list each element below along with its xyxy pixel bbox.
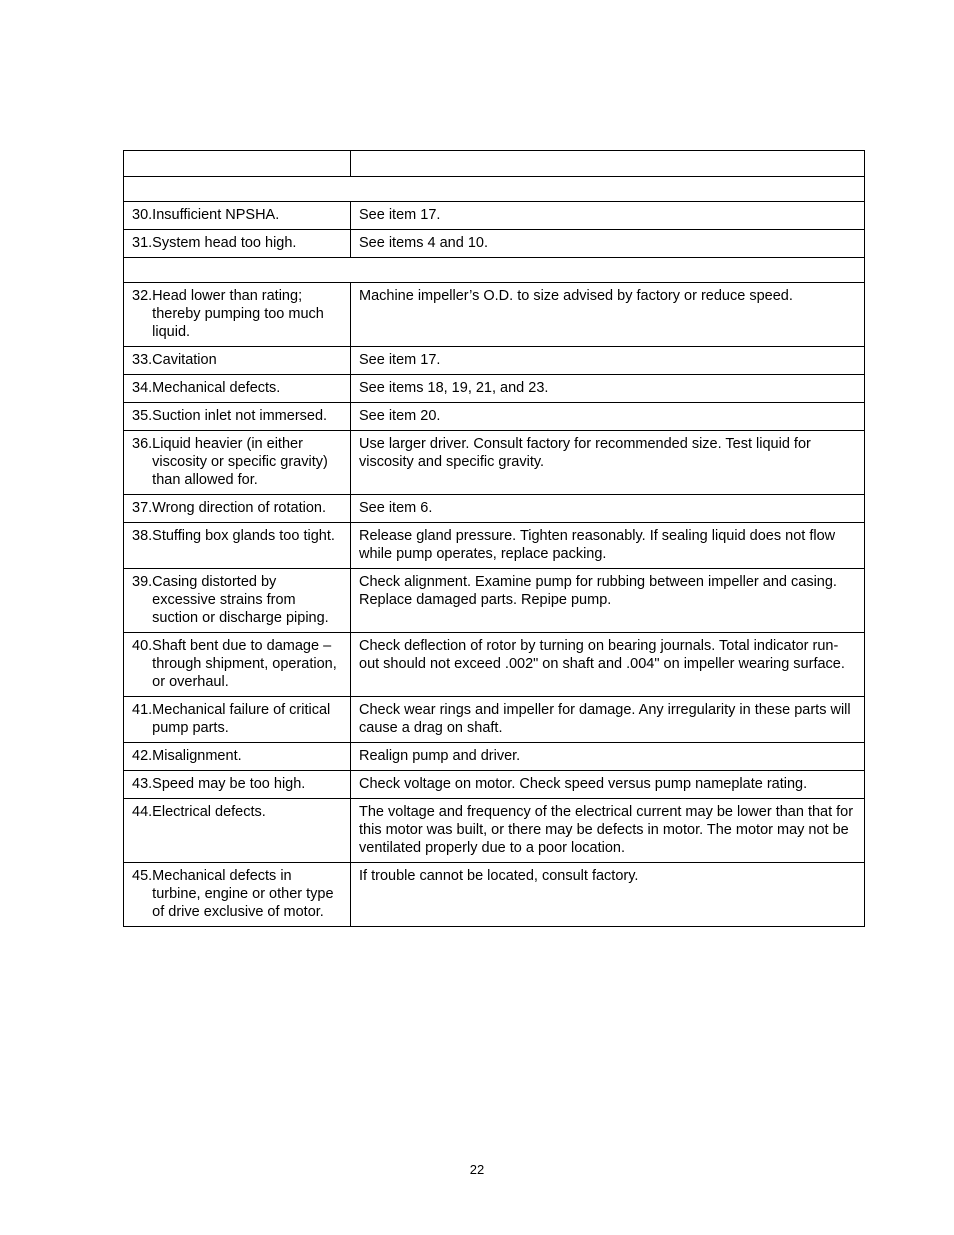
remedy-cell: See item 17. — [351, 347, 865, 375]
cause-number: 38. — [132, 528, 153, 544]
table-row — [124, 202, 865, 230]
remedy-cell: Check wear rings and impeller for damage. Any irregularity in these parts will cause a drag on shaft. — [351, 697, 865, 743]
cause-cell — [124, 771, 351, 799]
cause-cell — [124, 283, 351, 347]
cause-text: Casing distorted by excessive strains from suction or discharge piping. — [152, 574, 329, 626]
cause-cell — [124, 495, 351, 523]
cause-item — [132, 527, 342, 545]
remedy-cell: Release gland pressure. Tighten reasonably. If sealing liquid does not flow while pump operates, replace packing. — [351, 523, 865, 569]
cause-cell — [124, 375, 351, 403]
cause-text: Stuffing box glands too tight. — [152, 528, 335, 544]
cause-text: Head lower than rating; thereby pumping too much liquid. — [152, 288, 324, 340]
cause-number: 39. — [132, 574, 153, 590]
cause-text: Mechanical defects. — [152, 380, 281, 396]
cause-item — [132, 206, 342, 224]
table-row — [124, 495, 865, 523]
cause-cell — [124, 202, 351, 230]
section-row — [124, 177, 865, 202]
cause-number: 35. — [132, 408, 153, 424]
cause-number: 32. — [132, 288, 153, 304]
cause-number: 45. — [132, 868, 153, 884]
cause-item — [132, 499, 342, 517]
cause-cell — [124, 569, 351, 633]
cause-item — [132, 637, 342, 691]
cause-text: Suction inlet not immersed. — [152, 408, 328, 424]
cause-item — [132, 747, 342, 765]
cause-text: Cavitation — [152, 352, 217, 368]
cause-cell — [124, 523, 351, 569]
cause-number: 44. — [132, 804, 153, 820]
cause-item — [132, 867, 342, 921]
remedy-cell: Check deflection of rotor by turning on bearing journals. Total indicator run-out should not exceed .002" on shaft and .004" on impeller wearing surface. — [351, 633, 865, 697]
table-row — [124, 431, 865, 495]
cause-number: 37. — [132, 500, 153, 516]
table-row — [124, 863, 865, 927]
cause-text: Mechanical failure of critical pump parts. — [152, 702, 331, 736]
cause-text: Wrong direction of rotation. — [152, 500, 326, 516]
remedy-cell: See items 4 and 10. — [351, 230, 865, 258]
remedy-cell: Check voltage on motor. Check speed versus pump nameplate rating. — [351, 771, 865, 799]
cause-text: System head too high. — [152, 235, 297, 251]
table-row — [124, 403, 865, 431]
cause-text: Liquid heavier (in either viscosity or specific gravity) than allowed for. — [152, 436, 328, 488]
cause-item — [132, 407, 342, 425]
troubleshooting-table — [123, 150, 865, 927]
table-row — [124, 523, 865, 569]
cause-text: Misalignment. — [152, 748, 242, 764]
remedy-cell: See item 6. — [351, 495, 865, 523]
cause-item — [132, 775, 342, 793]
cause-number: 43. — [132, 776, 153, 792]
table-row — [124, 743, 865, 771]
cause-text: Electrical defects. — [152, 804, 266, 820]
remedy-cell: Machine impeller’s O.D. to size advised by factory or reduce speed. — [351, 283, 865, 347]
cause-text: Mechanical defects in turbine, engine or other type of drive exclusive of motor. — [152, 868, 334, 920]
cause-text: Insufficient NPSHA. — [152, 207, 280, 223]
cause-cell — [124, 403, 351, 431]
cause-cell — [124, 347, 351, 375]
remedy-cell: See item 20. — [351, 403, 865, 431]
table-row — [124, 633, 865, 697]
cause-item — [132, 701, 342, 737]
header-cause-cell — [124, 151, 351, 177]
remedy-cell: See item 17. — [351, 202, 865, 230]
cause-cell — [124, 743, 351, 771]
remedy-cell: See items 18, 19, 21, and 23. — [351, 375, 865, 403]
cause-number: 40. — [132, 638, 153, 654]
cause-cell — [124, 633, 351, 697]
section-cell — [124, 177, 865, 202]
cause-text: Speed may be too high. — [152, 776, 306, 792]
remedy-cell: Use larger driver. Consult factory for recommended size. Test liquid for viscosity and specific gravity. — [351, 431, 865, 495]
table-body — [124, 151, 865, 927]
cause-number: 42. — [132, 748, 153, 764]
cause-cell — [124, 799, 351, 863]
remedy-cell: Check alignment. Examine pump for rubbing between impeller and casing. Replace damaged parts. Repipe pump. — [351, 569, 865, 633]
table-row — [124, 230, 865, 258]
table-row — [124, 697, 865, 743]
table-row — [124, 771, 865, 799]
cause-item — [132, 234, 342, 252]
table-row — [124, 799, 865, 863]
section-row — [124, 258, 865, 283]
cause-cell — [124, 230, 351, 258]
cause-item — [132, 573, 342, 627]
table-row — [124, 283, 865, 347]
cause-number: 31. — [132, 235, 153, 251]
table-row — [124, 375, 865, 403]
cause-item — [132, 287, 342, 341]
cause-number: 36. — [132, 436, 153, 452]
section-cell — [124, 258, 865, 283]
cause-number: 33. — [132, 352, 153, 368]
cause-item — [132, 379, 342, 397]
cause-item — [132, 435, 342, 489]
table-row — [124, 347, 865, 375]
remedy-cell: If trouble cannot be located, consult factory. — [351, 863, 865, 927]
cause-cell — [124, 697, 351, 743]
table-row — [124, 569, 865, 633]
cause-cell — [124, 431, 351, 495]
cause-text: Shaft bent due to damage – through shipment, operation, or overhaul. — [152, 638, 337, 690]
cause-number: 41. — [132, 702, 153, 718]
page-number: 22 — [469, 1162, 485, 1177]
remedy-cell: Realign pump and driver. — [351, 743, 865, 771]
table-header-row — [124, 151, 865, 177]
cause-item — [132, 803, 342, 821]
header-remedy-cell — [351, 151, 865, 177]
cause-item — [132, 351, 342, 369]
cause-number: 34. — [132, 380, 153, 396]
cause-cell — [124, 863, 351, 927]
cause-number: 30. — [132, 207, 153, 223]
remedy-cell: The voltage and frequency of the electrical current may be lower than that for this motor was built, or there may be defects in motor. The motor may not be ventilated properly due to a poor location. — [351, 799, 865, 863]
